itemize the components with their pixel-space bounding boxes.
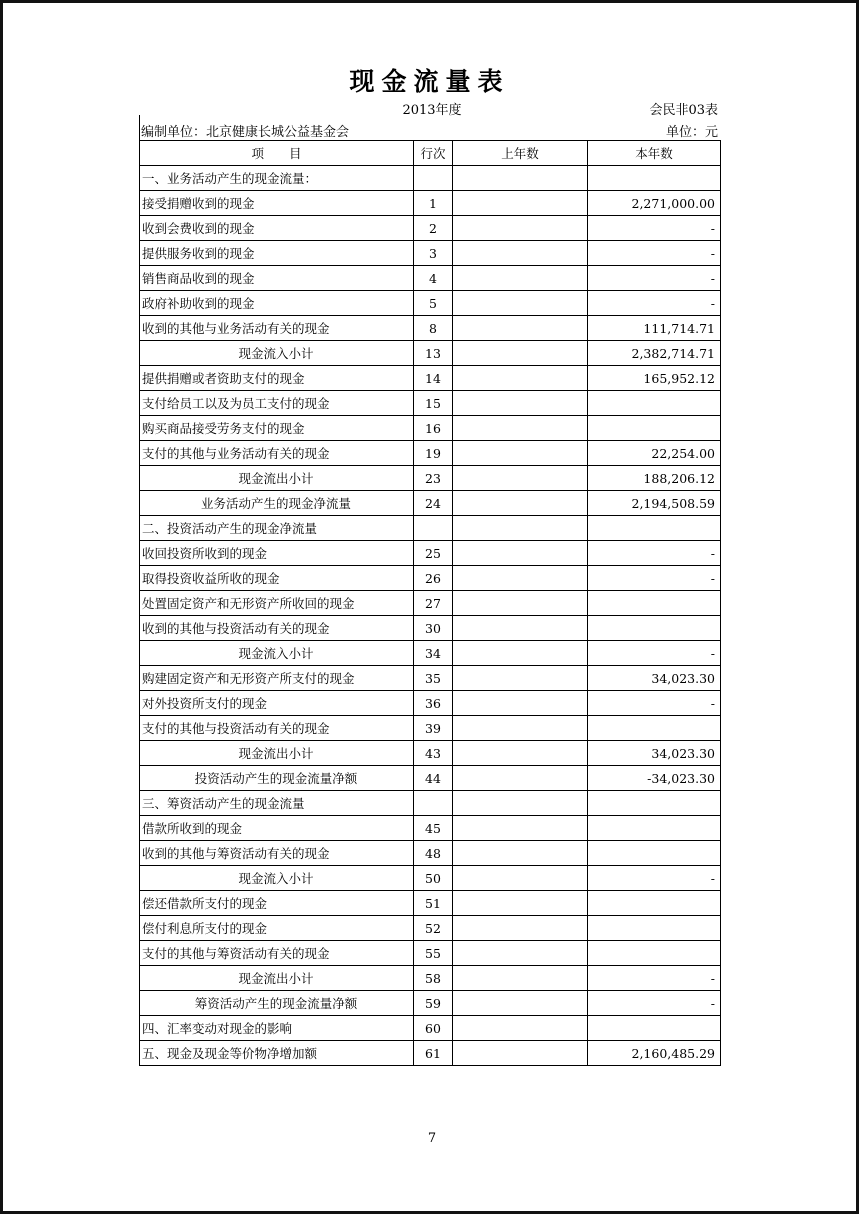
row-line-number: 16 bbox=[414, 416, 453, 441]
table-row bbox=[140, 1041, 721, 1066]
row-line-number: 59 bbox=[414, 991, 453, 1016]
row-item-label: 现金流入小计 bbox=[140, 866, 414, 891]
reporting-organization: 编制单位：北京健康长城公益基金会 bbox=[141, 125, 350, 140]
row-current-year-value: - bbox=[588, 291, 721, 316]
row-line-number: 36 bbox=[414, 691, 453, 716]
row-item-label: 购建固定资产和无形资产所支付的现金 bbox=[140, 666, 414, 691]
row-item-label: 提供捐赠或者资助支付的现金 bbox=[140, 366, 414, 391]
row-current-year-value bbox=[588, 816, 721, 841]
row-item-label: 销售商品收到的现金 bbox=[140, 266, 414, 291]
row-line-number bbox=[414, 166, 453, 191]
row-current-year-value bbox=[588, 616, 721, 641]
row-current-year-value: 111,714.71 bbox=[588, 316, 721, 341]
row-prev-year-value bbox=[453, 866, 588, 891]
table-row bbox=[140, 666, 721, 691]
row-prev-year-value bbox=[453, 366, 588, 391]
row-prev-year-value bbox=[453, 891, 588, 916]
row-item-label: 对外投资所支付的现金 bbox=[140, 691, 414, 716]
row-item-label: 取得投资收益所收的现金 bbox=[140, 566, 414, 591]
row-item-label: 三、筹资活动产生的现金流量 bbox=[140, 791, 414, 816]
row-line-number: 23 bbox=[414, 466, 453, 491]
row-line-number: 58 bbox=[414, 966, 453, 991]
table-row bbox=[140, 1016, 721, 1041]
row-current-year-value: 2,194,508.59 bbox=[588, 491, 721, 516]
row-line-number: 4 bbox=[414, 266, 453, 291]
row-prev-year-value bbox=[453, 466, 588, 491]
row-item-label: 业务活动产生的现金净流量 bbox=[140, 491, 414, 516]
row-prev-year-value bbox=[453, 691, 588, 716]
row-current-year-value: - bbox=[588, 541, 721, 566]
row-item-label: 收到的其他与筹资活动有关的现金 bbox=[140, 841, 414, 866]
row-line-number: 13 bbox=[414, 341, 453, 366]
row-item-label: 收到会费收到的现金 bbox=[140, 216, 414, 241]
table-row bbox=[140, 916, 721, 941]
row-current-year-value bbox=[588, 591, 721, 616]
row-current-year-value: 22,254.00 bbox=[588, 441, 721, 466]
row-current-year-value bbox=[588, 716, 721, 741]
row-prev-year-value bbox=[453, 666, 588, 691]
row-line-number: 55 bbox=[414, 941, 453, 966]
row-current-year-value: 188,206.12 bbox=[588, 466, 721, 491]
row-item-label: 现金流出小计 bbox=[140, 466, 414, 491]
row-prev-year-value bbox=[453, 266, 588, 291]
row-current-year-value: 34,023.30 bbox=[588, 666, 721, 691]
row-item-label: 政府补助收到的现金 bbox=[140, 291, 414, 316]
row-current-year-value bbox=[588, 941, 721, 966]
row-line-number bbox=[414, 516, 453, 541]
row-item-label: 收回投资所收到的现金 bbox=[140, 541, 414, 566]
row-line-number: 1 bbox=[414, 191, 453, 216]
row-item-label: 二、投资活动产生的现金净流量 bbox=[140, 516, 414, 541]
row-item-label: 支付的其他与业务活动有关的现金 bbox=[140, 441, 414, 466]
row-current-year-value bbox=[588, 516, 721, 541]
row-item-label: 投资活动产生的现金流量净额 bbox=[140, 766, 414, 791]
row-item-label: 提供服务收到的现金 bbox=[140, 241, 414, 266]
row-current-year-value: - bbox=[588, 216, 721, 241]
row-current-year-value bbox=[588, 391, 721, 416]
row-item-label: 一、业务活动产生的现金流量： bbox=[140, 166, 414, 191]
column-header-line: 行次 bbox=[414, 141, 453, 166]
row-line-number: 34 bbox=[414, 641, 453, 666]
row-current-year-value: 2,271,000.00 bbox=[588, 191, 721, 216]
row-prev-year-value bbox=[453, 541, 588, 566]
table-row bbox=[140, 716, 721, 741]
row-prev-year-value bbox=[453, 916, 588, 941]
row-current-year-value bbox=[588, 841, 721, 866]
row-prev-year-value bbox=[453, 616, 588, 641]
row-prev-year-value bbox=[453, 816, 588, 841]
row-current-year-value: 2,382,714.71 bbox=[588, 341, 721, 366]
row-current-year-value bbox=[588, 916, 721, 941]
row-line-number: 48 bbox=[414, 841, 453, 866]
row-line-number bbox=[414, 791, 453, 816]
row-line-number: 19 bbox=[414, 441, 453, 466]
row-current-year-value bbox=[588, 891, 721, 916]
row-item-label: 收到的其他与投资活动有关的现金 bbox=[140, 616, 414, 641]
cash-flow-table bbox=[139, 140, 721, 1066]
row-prev-year-value bbox=[453, 416, 588, 441]
row-item-label: 偿付利息所支付的现金 bbox=[140, 916, 414, 941]
row-item-label: 购买商品接受劳务支付的现金 bbox=[140, 416, 414, 441]
row-item-label: 现金流入小计 bbox=[140, 641, 414, 666]
row-prev-year-value bbox=[453, 216, 588, 241]
row-line-number: 26 bbox=[414, 566, 453, 591]
row-line-number: 50 bbox=[414, 866, 453, 891]
row-line-number: 3 bbox=[414, 241, 453, 266]
table-row bbox=[140, 441, 721, 466]
row-prev-year-value bbox=[453, 741, 588, 766]
row-current-year-value: 165,952.12 bbox=[588, 366, 721, 391]
row-prev-year-value bbox=[453, 241, 588, 266]
row-current-year-value: - bbox=[588, 866, 721, 891]
divider bbox=[139, 115, 140, 141]
table-row bbox=[140, 241, 721, 266]
table-row bbox=[140, 691, 721, 716]
row-current-year-value: - bbox=[588, 966, 721, 991]
row-item-label: 筹资活动产生的现金流量净额 bbox=[140, 991, 414, 1016]
row-prev-year-value bbox=[453, 516, 588, 541]
table-row bbox=[140, 491, 721, 516]
row-line-number: 14 bbox=[414, 366, 453, 391]
row-item-label: 现金流入小计 bbox=[140, 341, 414, 366]
row-item-label: 支付的其他与投资活动有关的现金 bbox=[140, 716, 414, 741]
row-current-year-value bbox=[588, 416, 721, 441]
table-row bbox=[140, 591, 721, 616]
table-row bbox=[140, 541, 721, 566]
row-prev-year-value bbox=[453, 391, 588, 416]
row-current-year-value: - bbox=[588, 566, 721, 591]
table-row bbox=[140, 166, 721, 191]
table-row bbox=[140, 791, 721, 816]
table-row bbox=[140, 641, 721, 666]
table-row bbox=[140, 741, 721, 766]
row-prev-year-value bbox=[453, 191, 588, 216]
table-row bbox=[140, 891, 721, 916]
row-prev-year-value bbox=[453, 1016, 588, 1041]
row-prev-year-value bbox=[453, 791, 588, 816]
row-current-year-value: -34,023.30 bbox=[588, 766, 721, 791]
table-row bbox=[140, 216, 721, 241]
page-title: 现金流量表 bbox=[349, 67, 510, 96]
row-current-year-value bbox=[588, 1016, 721, 1041]
row-line-number: 5 bbox=[414, 291, 453, 316]
row-item-label: 五、现金及现金等价物净增加额 bbox=[140, 1041, 414, 1066]
table-row bbox=[140, 341, 721, 366]
table-row bbox=[140, 416, 721, 441]
table-row bbox=[140, 191, 721, 216]
table-row bbox=[140, 266, 721, 291]
row-prev-year-value bbox=[453, 966, 588, 991]
row-prev-year-value bbox=[453, 591, 588, 616]
row-line-number: 45 bbox=[414, 816, 453, 841]
row-item-label: 借款所收到的现金 bbox=[140, 816, 414, 841]
row-line-number: 51 bbox=[414, 891, 453, 916]
table-row bbox=[140, 316, 721, 341]
table-row bbox=[140, 841, 721, 866]
table-row bbox=[140, 866, 721, 891]
row-line-number: 43 bbox=[414, 741, 453, 766]
row-prev-year-value bbox=[453, 166, 588, 191]
table-row bbox=[140, 566, 721, 591]
row-prev-year-value bbox=[453, 566, 588, 591]
row-prev-year-value bbox=[453, 291, 588, 316]
table-row bbox=[140, 766, 721, 791]
row-line-number: 44 bbox=[414, 766, 453, 791]
row-item-label: 现金流出小计 bbox=[140, 741, 414, 766]
row-current-year-value bbox=[588, 166, 721, 191]
row-item-label: 现金流出小计 bbox=[140, 966, 414, 991]
table-row bbox=[140, 466, 721, 491]
row-prev-year-value bbox=[453, 841, 588, 866]
row-item-label: 收到的其他与业务活动有关的现金 bbox=[140, 316, 414, 341]
row-line-number: 60 bbox=[414, 1016, 453, 1041]
row-prev-year-value bbox=[453, 441, 588, 466]
table-row bbox=[140, 941, 721, 966]
table-row bbox=[140, 366, 721, 391]
row-prev-year-value bbox=[453, 991, 588, 1016]
row-current-year-value: 2,160,485.29 bbox=[588, 1041, 721, 1066]
form-number: 会民非03表 bbox=[649, 103, 718, 118]
row-current-year-value: - bbox=[588, 991, 721, 1016]
table-row bbox=[140, 816, 721, 841]
currency-unit: 单位：元 bbox=[665, 125, 718, 140]
row-line-number: 52 bbox=[414, 916, 453, 941]
table-header-row bbox=[140, 141, 721, 166]
row-item-label: 偿还借款所支付的现金 bbox=[140, 891, 414, 916]
row-prev-year-value bbox=[453, 1041, 588, 1066]
row-current-year-value: 34,023.30 bbox=[588, 741, 721, 766]
row-line-number: 25 bbox=[414, 541, 453, 566]
row-item-label: 处置固定资产和无形资产所收回的现金 bbox=[140, 591, 414, 616]
row-line-number: 39 bbox=[414, 716, 453, 741]
row-current-year-value: - bbox=[588, 266, 721, 291]
row-item-label: 支付给员工以及为员工支付的现金 bbox=[140, 391, 414, 416]
row-line-number: 35 bbox=[414, 666, 453, 691]
row-prev-year-value bbox=[453, 766, 588, 791]
table-row bbox=[140, 616, 721, 641]
row-line-number: 61 bbox=[414, 1041, 453, 1066]
table-row bbox=[140, 966, 721, 991]
row-current-year-value: - bbox=[588, 241, 721, 266]
row-prev-year-value bbox=[453, 491, 588, 516]
row-item-label: 支付的其他与筹资活动有关的现金 bbox=[140, 941, 414, 966]
row-line-number: 24 bbox=[414, 491, 453, 516]
row-line-number: 30 bbox=[414, 616, 453, 641]
row-prev-year-value bbox=[453, 941, 588, 966]
row-item-label: 四、汇率变动对现金的影响 bbox=[140, 1016, 414, 1041]
table-row bbox=[140, 991, 721, 1016]
row-line-number: 2 bbox=[414, 216, 453, 241]
table-row bbox=[140, 291, 721, 316]
column-header-prev-year: 上年数 bbox=[453, 141, 588, 166]
page-number: 7 bbox=[427, 1131, 437, 1146]
row-prev-year-value bbox=[453, 341, 588, 366]
row-current-year-value: - bbox=[588, 691, 721, 716]
row-prev-year-value bbox=[453, 641, 588, 666]
table-row bbox=[140, 516, 721, 541]
column-header-current-year: 本年数 bbox=[588, 141, 721, 166]
row-line-number: 27 bbox=[414, 591, 453, 616]
column-header-item: 项 目 bbox=[140, 141, 414, 166]
row-item-label: 接受捐赠收到的现金 bbox=[140, 191, 414, 216]
report-year: 2013年度 bbox=[402, 103, 462, 118]
table-row bbox=[140, 391, 721, 416]
row-current-year-value bbox=[588, 791, 721, 816]
row-line-number: 8 bbox=[414, 316, 453, 341]
row-line-number: 15 bbox=[414, 391, 453, 416]
row-prev-year-value bbox=[453, 716, 588, 741]
row-current-year-value: - bbox=[588, 641, 721, 666]
row-prev-year-value bbox=[453, 316, 588, 341]
